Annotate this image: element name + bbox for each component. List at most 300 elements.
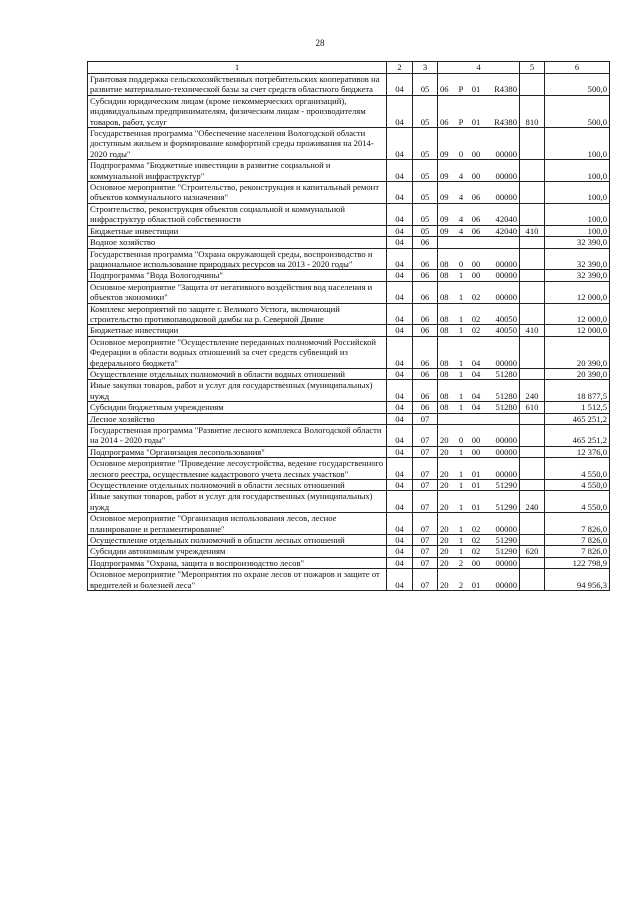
row-amount: 12 376,0 [545,446,610,457]
row-target-code [438,480,520,491]
target-code-part: 40050 [495,325,517,336]
target-code-part: 00 [471,170,481,181]
target-code-part: 1 [458,468,464,479]
row-subsection: 07 [413,480,438,491]
row-section: 04 [387,203,413,225]
target-code-parts [440,117,517,127]
target-code-parts [440,447,517,457]
target-code-part: 02 [471,546,481,557]
table-row [88,303,610,325]
row-expense-type [520,513,545,535]
target-code-part: 00000 [495,148,517,159]
target-code-parts [440,358,517,368]
target-code-part: 02 [471,313,481,324]
target-code-parts [440,546,517,556]
row-target-code [438,270,520,281]
table-row [88,480,610,491]
target-code-part: 06 [471,192,481,203]
target-code-part: 51290 [495,535,517,546]
target-code-part: 09 [440,192,449,203]
table-row [88,458,610,480]
row-target-code [438,557,520,568]
target-code-part: 09 [440,225,449,236]
table-row [88,368,610,379]
target-code-part: Р [458,116,464,127]
row-section: 04 [387,491,413,513]
target-code-part: 51280 [495,390,517,401]
row-section: 04 [387,303,413,325]
row-section: 04 [387,513,413,535]
row-expense-type [520,557,545,568]
table-row [88,513,610,535]
row-expense-type: 610 [520,402,545,413]
target-code-part: 08 [440,270,449,281]
row-expense-type [520,303,545,325]
target-code-part: 08 [440,258,449,269]
target-code-part: 00 [471,435,481,446]
row-name: Подпрограмма "Вода Вологодчины" [88,270,387,281]
target-code-part: 00000 [495,270,517,281]
row-subsection: 06 [413,380,438,402]
target-code-part: 08 [440,368,449,379]
row-name: Подпрограмма "Бюджетные инвестиции в развитие социальной и коммунальной инфраструктур" [88,160,387,182]
row-subsection: 07 [413,513,438,535]
row-expense-type [520,281,545,303]
row-expense-type [520,203,545,225]
target-code-part: 20 [440,468,449,479]
target-code-part: 00000 [495,292,517,303]
target-code-part: 1 [458,292,464,303]
row-subsection: 05 [413,128,438,160]
table-row [88,491,610,513]
row-subsection: 07 [413,446,438,457]
row-name: Бюджетные инвестиции [88,225,387,236]
target-code-part: 04 [471,402,481,413]
target-code-part: 08 [440,390,449,401]
row-subsection: 05 [413,74,438,96]
row-amount: 12 000,0 [545,303,610,325]
row-expense-type [520,128,545,160]
row-name: Лесное хозяйство [88,413,387,424]
row-target-code [438,535,520,546]
row-expense-type [520,270,545,281]
table-row [88,325,610,336]
target-code-part: 01 [471,468,481,479]
header-col-5: 5 [520,62,545,74]
target-code-part: R4380 [494,84,517,95]
row-expense-type [520,458,545,480]
row-section: 04 [387,160,413,182]
target-code-part: 20 [440,523,449,534]
target-code-part: 20 [440,557,449,568]
row-section: 04 [387,425,413,447]
row-subsection: 07 [413,546,438,557]
row-section: 04 [387,237,413,248]
row-amount: 100,0 [545,160,610,182]
row-section: 04 [387,336,413,368]
row-subsection: 06 [413,303,438,325]
row-subsection: 06 [413,325,438,336]
row-name: Основное мероприятие "Мероприятия по охране лесов от пожаров и защите от вредителей и болезней леса" [88,569,387,591]
row-amount: 7 826,0 [545,546,610,557]
target-code-part: 02 [471,292,481,303]
row-subsection: 05 [413,225,438,236]
row-target-code [438,491,520,513]
table-row [88,546,610,557]
row-subsection: 07 [413,491,438,513]
target-code-parts [440,149,517,159]
target-code-part: 4 [458,192,464,203]
row-target-code [438,569,520,591]
row-amount: 100,0 [545,128,610,160]
row-name: Основное мероприятие "Осуществление переданных полномочий Российской Федерации в области водных отношений за счет средств субвенций из федерального бюджета" [88,336,387,368]
row-expense-type [520,160,545,182]
target-code-parts [440,214,517,224]
row-name: Иные закупки товаров, работ и услуг для государственных (муниципальных) нужд [88,491,387,513]
target-code-part: 09 [440,170,449,181]
target-code-part: 42040 [495,225,517,236]
row-name: Субсидии юридическим лицам (кроме некоммерческих организаций), индивидуальным предпринимателям, физическим лицам - производителям товаров, работ, услуг [88,95,387,127]
header-col-4: 4 [438,62,520,74]
row-section: 04 [387,74,413,96]
row-subsection: 07 [413,413,438,424]
target-code-parts [440,226,517,236]
target-code-part: 00 [471,557,481,568]
row-name: Субсидии бюджетным учреждениям [88,402,387,413]
row-section: 04 [387,380,413,402]
header-col-3: 3 [413,62,438,74]
row-target-code [438,425,520,447]
target-code-part: 1 [458,535,464,546]
target-code-part: 4 [458,225,464,236]
target-code-part: 02 [471,523,481,534]
target-code-parts [440,171,517,181]
table-row [88,336,610,368]
row-expense-type: 240 [520,380,545,402]
table-row [88,160,610,182]
row-subsection: 06 [413,368,438,379]
row-target-code [438,182,520,204]
table-row [88,203,610,225]
target-code-part: 04 [471,368,481,379]
target-code-part: 4 [458,214,464,225]
row-amount: 100,0 [545,203,610,225]
target-code-part: 02 [471,535,481,546]
table-row [88,535,610,546]
row-amount: 500,0 [545,95,610,127]
target-code-part: 00 [471,270,481,281]
row-subsection: 06 [413,270,438,281]
target-code-parts [440,369,517,379]
row-amount: 7 826,0 [545,535,610,546]
target-code-part: 00000 [495,557,517,568]
target-code-part: 1 [458,325,464,336]
row-subsection: 05 [413,203,438,225]
target-code-part: 20 [440,480,449,491]
target-code-part: 00000 [495,468,517,479]
target-code-part: 51290 [495,501,517,512]
row-name: Государственная программа "Развитие лесного комплекса Вологодской области на 2014 - 2020 годы" [88,425,387,447]
row-amount: 100,0 [545,225,610,236]
row-amount: 18 877,5 [545,380,610,402]
row-subsection: 06 [413,237,438,248]
target-code-part: 1 [458,402,464,413]
target-code-part: 08 [440,292,449,303]
target-code-part: 0 [458,148,464,159]
target-code-part: 1 [458,270,464,281]
row-expense-type: 410 [520,325,545,336]
row-amount: 500,0 [545,74,610,96]
row-section: 04 [387,225,413,236]
row-name: Осуществление отдельных полномочий в области водных отношений [88,368,387,379]
target-code-parts [440,292,517,302]
target-code-part: 42040 [495,214,517,225]
target-code-parts [440,502,517,512]
table-body [88,74,610,591]
row-section: 04 [387,557,413,568]
row-expense-type [520,480,545,491]
row-subsection: 07 [413,569,438,591]
table-row [88,281,610,303]
row-name: Основное мероприятие "Строительство, реконструкция и капитальный ремонт объектов коммунального назначения" [88,182,387,204]
row-target-code [438,380,520,402]
target-code-part: 00000 [495,435,517,446]
target-code-part: 00000 [495,192,517,203]
page-number: 28 [315,38,325,48]
target-code-part: 1 [458,390,464,401]
table-row [88,413,610,424]
target-code-part: 01 [471,480,481,491]
target-code-parts [440,480,517,490]
target-code-part: 00 [471,258,481,269]
target-code-part: 06 [440,116,449,127]
table-row [88,95,610,127]
table-row [88,425,610,447]
target-code-parts [440,524,517,534]
row-section: 04 [387,402,413,413]
table-row [88,225,610,236]
target-code-part: 2 [458,557,464,568]
table-row [88,446,610,457]
row-expense-type: 620 [520,546,545,557]
target-code-part: 1 [458,313,464,324]
row-section: 04 [387,546,413,557]
row-amount: 12 000,0 [545,281,610,303]
row-amount: 1 512,5 [545,402,610,413]
target-code-parts [440,259,517,269]
row-expense-type [520,446,545,457]
row-name: Подпрограмма "Организация лесопользования" [88,446,387,457]
row-name: Осуществление отдельных полномочий в области лесных отношений [88,535,387,546]
row-name: Государственная программа "Охрана окружающей среды, воспроизводство и рациональное использование природных ресурсов на 2013 - 2020 годы" [88,248,387,270]
target-code-parts [440,558,517,568]
table-row [88,248,610,270]
target-code-part: 00 [471,446,481,457]
row-name: Осуществление отдельных полномочий в области лесных отношений [88,480,387,491]
row-name: Грантовая поддержка сельскохозяйственных потребительских кооперативов на развитие материально-технической базы за счет средств областного бюджета [88,74,387,96]
row-expense-type [520,425,545,447]
row-subsection: 05 [413,95,438,127]
table-row [88,402,610,413]
row-expense-type [520,535,545,546]
row-name: Водное хозяйство [88,237,387,248]
target-code-part: 20 [440,435,449,446]
table-row [88,182,610,204]
row-subsection: 07 [413,535,438,546]
target-code-part: 1 [458,357,464,368]
row-amount: 32 390,0 [545,270,610,281]
row-section: 04 [387,182,413,204]
row-section: 04 [387,413,413,424]
target-code-part: 0 [458,435,464,446]
row-name: Бюджетные инвестиции [88,325,387,336]
target-code-part: 06 [471,225,481,236]
row-section: 04 [387,569,413,591]
target-code-part: 1 [458,546,464,557]
target-code-part: 01 [471,579,481,590]
target-code-part: 00000 [495,446,517,457]
row-target-code [438,446,520,457]
row-target-code [438,458,520,480]
target-code-parts [440,84,517,94]
target-code-part: 02 [471,325,481,336]
target-code-part: 01 [471,84,481,95]
target-code-part: 00 [471,148,481,159]
target-code-part: 51290 [495,546,517,557]
row-subsection: 05 [413,160,438,182]
row-subsection: 06 [413,248,438,270]
target-code-part: 04 [471,357,481,368]
target-code-part: 00000 [495,258,517,269]
target-code-part: 1 [458,446,464,457]
row-name: Основное мероприятие "Защита от негативного воздействия вод населения и объектов экономики" [88,281,387,303]
row-amount: 20 390,0 [545,368,610,379]
row-section: 04 [387,281,413,303]
target-code-part: 04 [471,390,481,401]
header-row [88,62,610,74]
row-subsection: 05 [413,182,438,204]
row-expense-type [520,237,545,248]
row-amount: 32 390,0 [545,248,610,270]
row-target-code [438,203,520,225]
target-code-part: 1 [458,501,464,512]
target-code-part: 00000 [495,579,517,590]
row-section: 04 [387,270,413,281]
target-code-part: R4380 [494,116,517,127]
target-code-part: 1 [458,368,464,379]
row-target-code [438,160,520,182]
table-row [88,569,610,591]
row-expense-type [520,368,545,379]
row-subsection: 06 [413,281,438,303]
row-target-code [438,128,520,160]
row-name: Субсидии автономным учреждениям [88,546,387,557]
target-code-part: 08 [440,357,449,368]
row-expense-type [520,336,545,368]
row-name: Государственная программа "Обеспечение населения Вологодской области доступным жильем и формирование комфортной среды проживания на 2014-2020 годы" [88,128,387,160]
row-section: 04 [387,325,413,336]
target-code-part: 2 [458,579,464,590]
row-expense-type [520,569,545,591]
row-section: 04 [387,128,413,160]
target-code-part: 40050 [495,313,517,324]
target-code-parts [440,580,517,590]
row-name: Основное мероприятие "Организация использования лесов, лесное планирование и регламентирование" [88,513,387,535]
target-code-part: 06 [440,84,449,95]
target-code-part: 51280 [495,368,517,379]
target-code-part: 20 [440,579,449,590]
table-row [88,237,610,248]
target-code-parts [440,435,517,445]
target-code-parts [440,270,517,280]
row-target-code [438,413,520,424]
row-target-code [438,325,520,336]
target-code-part: 20 [440,535,449,546]
target-code-parts [440,391,517,401]
target-code-part: 08 [440,402,449,413]
header-col-1: 1 [88,62,387,74]
target-code-part: 00000 [495,523,517,534]
target-code-part: 01 [471,116,481,127]
target-code-parts [440,402,517,412]
row-target-code [438,402,520,413]
target-code-part: Р [458,84,464,95]
row-expense-type: 810 [520,95,545,127]
row-section: 04 [387,480,413,491]
row-subsection: 07 [413,425,438,447]
row-subsection: 06 [413,336,438,368]
row-name: Комплекс мероприятий по защите г. Великого Устюга, включающий строительство противопаводковой дамбы на р. Северной Двине [88,303,387,325]
table-row [88,270,610,281]
target-code-part: 51290 [495,480,517,491]
row-amount: 122 798,9 [545,557,610,568]
target-code-part: 1 [458,480,464,491]
target-code-part: 08 [440,325,449,336]
target-code-part: 20 [440,546,449,557]
row-subsection: 07 [413,557,438,568]
row-target-code [438,368,520,379]
row-section: 04 [387,95,413,127]
target-code-parts [440,469,517,479]
row-amount: 4 550,0 [545,480,610,491]
target-code-part: 20 [440,501,449,512]
row-amount: 4 550,0 [545,491,610,513]
row-amount: 100,0 [545,182,610,204]
target-code-part: 08 [440,313,449,324]
row-target-code [438,546,520,557]
row-target-code [438,281,520,303]
target-code-part: 09 [440,214,449,225]
row-amount: 32 390,0 [545,237,610,248]
target-code-parts [440,192,517,202]
row-name: Строительство, реконструкция объектов социальной и коммунальной инфраструктур областной собственности [88,203,387,225]
row-section: 04 [387,458,413,480]
row-target-code [438,237,520,248]
row-section: 04 [387,368,413,379]
target-code-part: 4 [458,170,464,181]
target-code-parts [440,325,517,335]
row-expense-type [520,74,545,96]
row-target-code [438,225,520,236]
row-expense-type: 410 [520,225,545,236]
row-amount: 12 000,0 [545,325,610,336]
row-section: 04 [387,446,413,457]
row-target-code [438,303,520,325]
target-code-part: 00000 [495,170,517,181]
row-target-code [438,74,520,96]
row-expense-type [520,248,545,270]
row-expense-type [520,413,545,424]
